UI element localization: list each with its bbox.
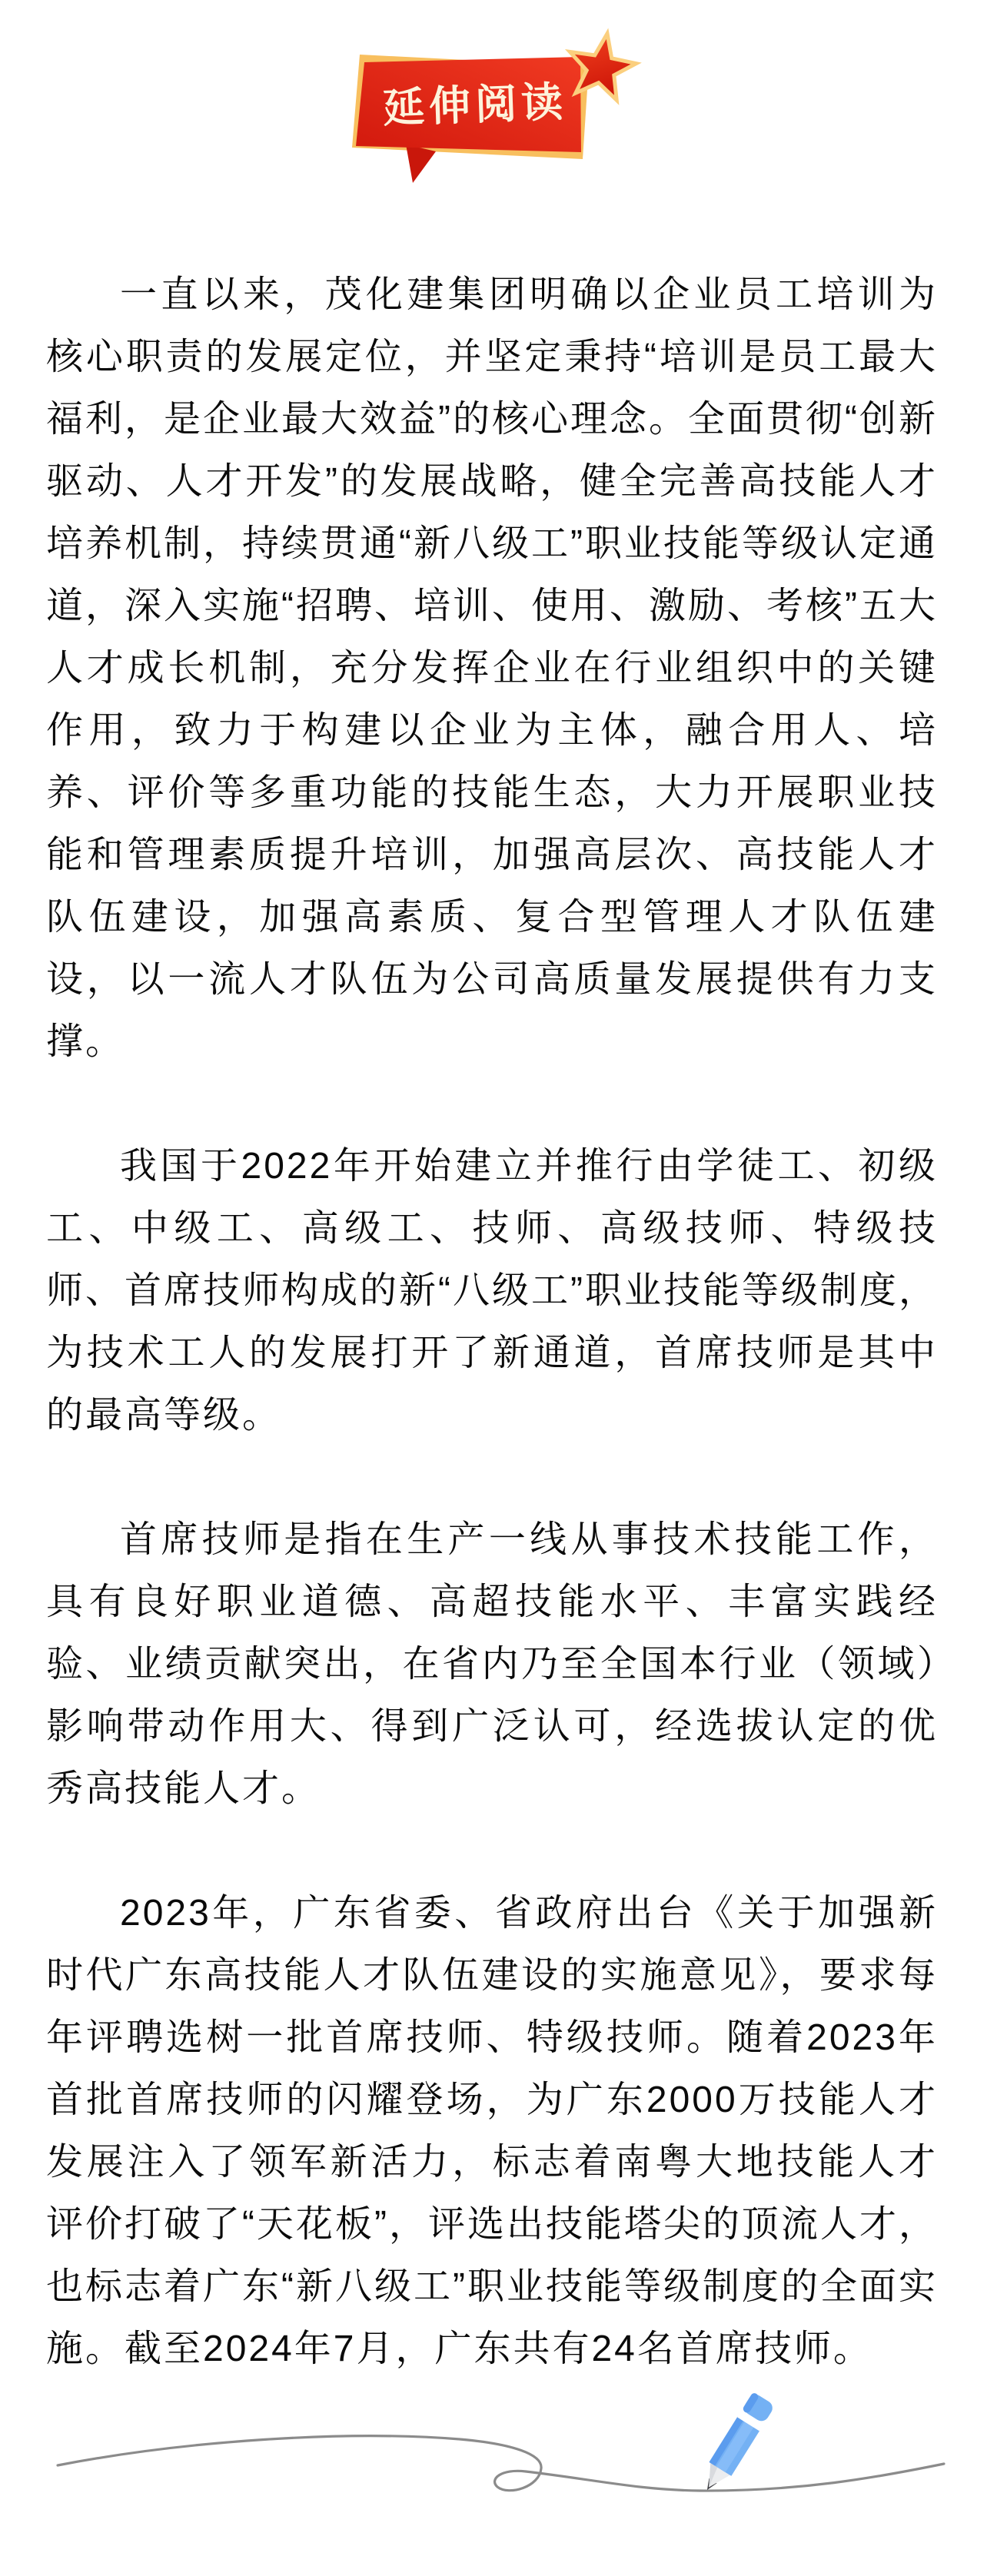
- article-paragraph: 首席技师是指在生产一线从事技术技能工作，具有良好职业道德、高超技能水平、丰富实践经验、业绩贡献突出，在省内乃至全国本行业（领域）影响带动作用大、得到广泛认可，经选拔认定的优秀高技能人才。: [46, 1519, 938, 1809]
- footer-decoration: [0, 2375, 987, 2576]
- article-body: [46, 264, 938, 2442]
- article-paragraph: 2023年，广东省委、省政府出台《关于加强新时代广东高技能人才队伍建设的实施意见》，要求每年评聘选树一批首席技师、特级技师。随着2023年首批首席技师的闪耀登场，为广东2000万技能人才发展注入了领军新活力，标志着南粤大地技能人才评价打破了“天花板”，评选出技能塔尖的顶流人才，也标志着广东“新八级工”职业技能等级制度的全面实施。截至2024年7月，广东共有24名首席技师。: [46, 1893, 938, 2369]
- pencil-icon: [696, 2392, 776, 2497]
- article-paragraph: 我国于2022年开始建立并推行由学徒工、初级工、中级工、高级工、技师、高级技师、特级技师、首席技师构成的新“八级工”职业技能等级制度，为技术工人的发展打开了新通道，首席技师是其中的最高等级。: [46, 1146, 938, 1436]
- badge-label: 延伸阅读: [382, 78, 569, 132]
- article-paragraph: 一直以来，茂化建集团明确以企业员工培训为核心职责的发展定位，并坚定秉持“培训是员工最大福利，是企业最大效益”的核心理念。全面贯彻“创新驱动、人才开发”的发展战略，健全完善高技能人才培养机制，持续贯通“新八级工”职业技能等级认定通道，深入实施“招聘、培训、使用、激励、考核”五大人才成长机制，充分发挥企业在行业组织中的关键作用，致力于构建以企业为主体，融合用人、培养、评价等多重功能的技能生态，大力开展职业技能和管理素质提升培训，加强高层次、高技能人才队伍建设，加强高素质、复合型管理人才队伍建设，以一流人才队伍为公司高质量发展提供有力支撑。: [46, 274, 938, 1062]
- extended-reading-badge: [0, 0, 987, 231]
- signature-line: [58, 2436, 944, 2491]
